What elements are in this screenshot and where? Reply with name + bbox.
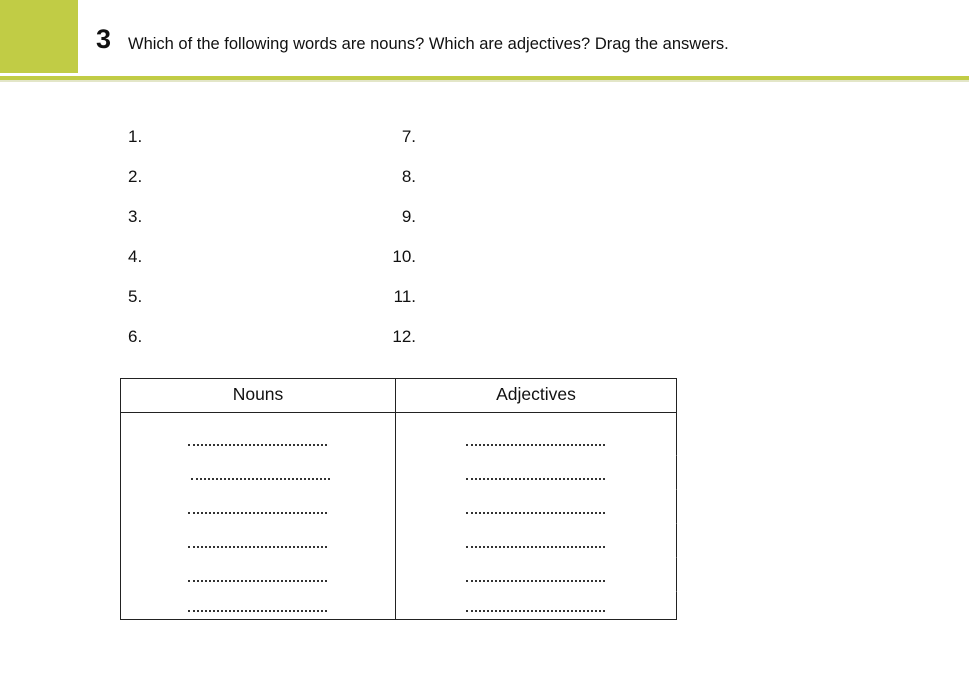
noun-drop-slot-6[interactable] — [188, 610, 327, 612]
header-row-divider — [121, 412, 676, 413]
column-divider — [395, 379, 396, 619]
adjective-drop-slot-5[interactable] — [466, 580, 605, 582]
adjective-drop-slot-6[interactable] — [466, 610, 605, 612]
row-tick — [676, 489, 677, 490]
item-number-10[interactable]: 10. — [392, 247, 416, 266]
item-number-9[interactable]: 9. — [401, 207, 416, 226]
nouns-column-header: Nouns — [232, 384, 284, 404]
noun-drop-slot-2[interactable] — [191, 478, 330, 480]
item-number-7[interactable]: 7. — [401, 127, 416, 146]
header-accent-block — [0, 0, 78, 73]
row-tick — [676, 557, 677, 558]
exercise-number: 3 — [96, 24, 112, 54]
adjectives-column-header: Adjectives — [496, 384, 576, 404]
adjective-drop-slot-3[interactable] — [466, 512, 605, 514]
item-number-1[interactable]: 1. — [128, 127, 143, 146]
adjective-drop-slot-1[interactable] — [466, 444, 605, 446]
item-number-4[interactable]: 4. — [128, 247, 143, 266]
noun-drop-slot-1[interactable] — [188, 444, 327, 446]
noun-drop-slot-3[interactable] — [188, 512, 327, 514]
answer-table — [120, 378, 677, 620]
item-number-8[interactable]: 8. — [401, 167, 416, 186]
adjective-drop-slot-2[interactable] — [466, 478, 605, 480]
item-number-6[interactable]: 6. — [128, 327, 143, 346]
noun-drop-slot-4[interactable] — [188, 546, 327, 548]
adjective-drop-slot-4[interactable] — [466, 546, 605, 548]
item-number-5[interactable]: 5. — [128, 287, 143, 306]
item-number-12[interactable]: 12. — [392, 327, 416, 346]
row-tick — [676, 455, 677, 456]
noun-drop-slot-5[interactable] — [188, 580, 327, 582]
item-number-2[interactable]: 2. — [128, 167, 143, 186]
header-divider-line — [0, 76, 969, 82]
item-number-3[interactable]: 3. — [128, 207, 143, 226]
row-tick — [676, 591, 677, 592]
exercise-instruction: Which of the following words are nouns? Which are adjectives? Drag the answers. — [128, 35, 729, 53]
row-tick — [676, 523, 677, 524]
item-number-11[interactable]: 11. — [393, 287, 416, 306]
